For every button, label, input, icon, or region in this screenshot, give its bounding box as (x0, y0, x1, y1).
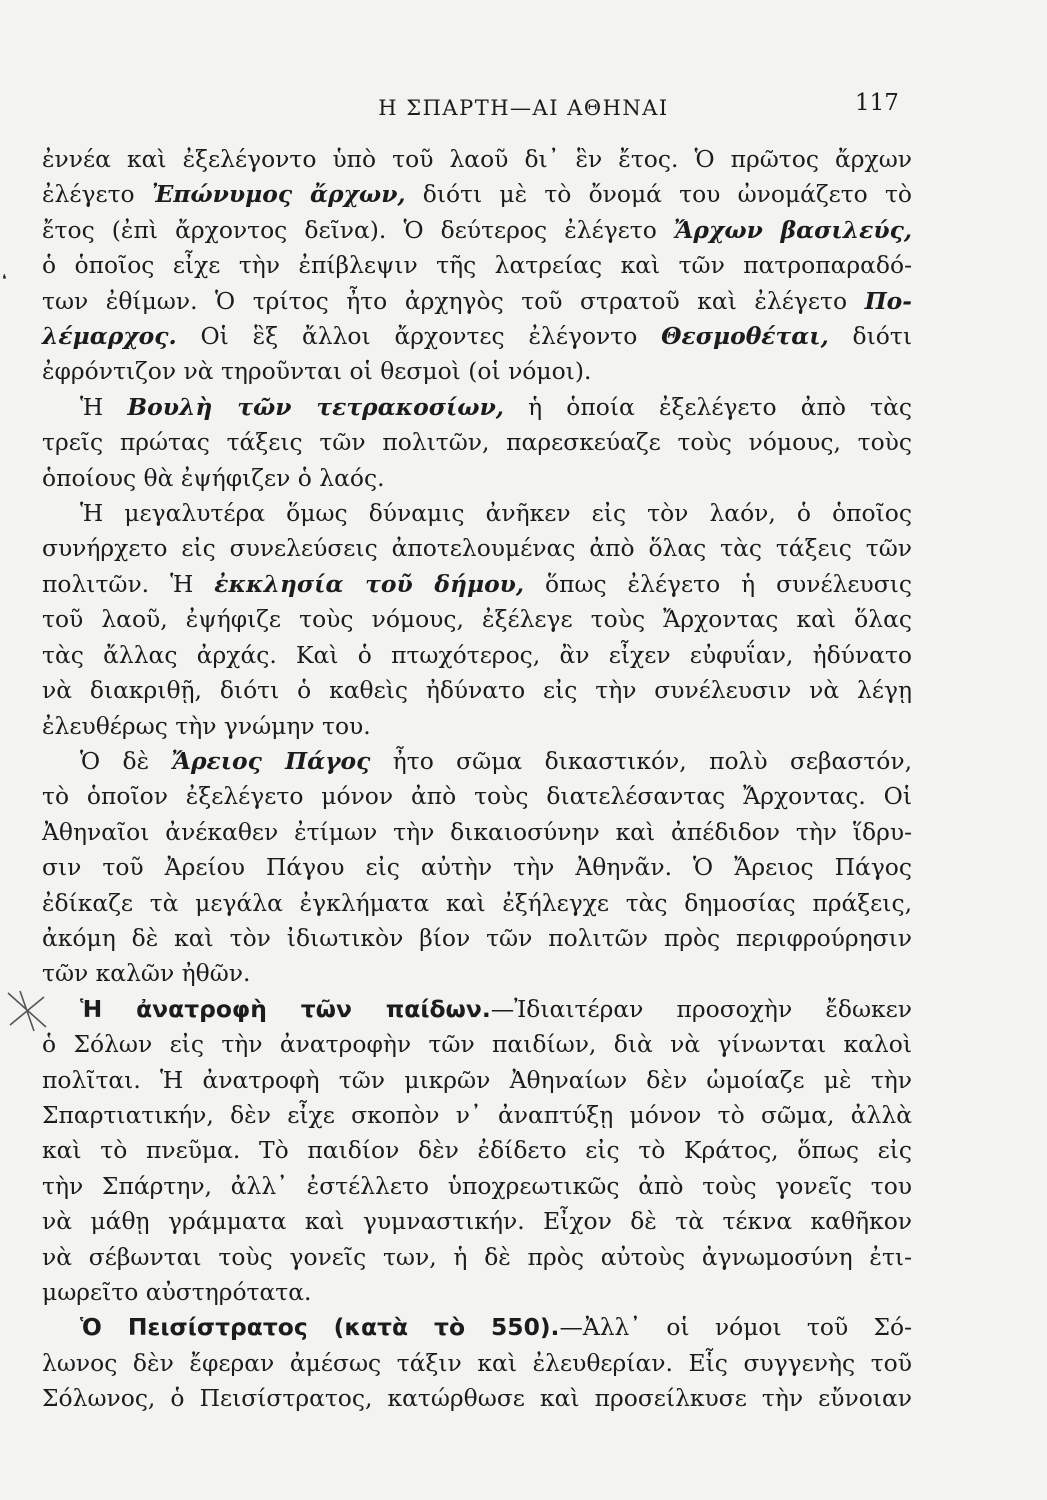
text-line (42, 425, 912, 460)
text-run: τοῦ λαοῦ, ἐψήφιζε τοὺς νόμους, ἐξέλεγε τοὺς Ἄρχοντας καὶ ὅλας (42, 605, 912, 634)
text-run: καὶ τὸ πνεῦμα. Τὸ παιδίον δὲν ἐδίδετο εἰς τὸ Κράτος, ὅπως εἰς (42, 1136, 912, 1165)
text-run: ὁποίους θὰ ἐψήφιζεν ὁ λαός. (42, 463, 385, 492)
emphasized-term: ἐκκλησία τοῦ δήμου, (214, 569, 525, 598)
text-line (42, 921, 912, 956)
text-line (42, 1098, 912, 1133)
text-line (42, 1240, 912, 1275)
margin-tick-mark: ❛ (2, 272, 7, 288)
text-line (42, 213, 912, 248)
text-line (42, 1310, 912, 1345)
text-run: νὰ διακριθῇ, διότι ὁ καθεὶς ἠδύνατο εἰς τὴν συνέλευσιν νὰ λέγῃ (42, 676, 912, 705)
text-line (42, 992, 912, 1027)
text-run: μωρεῖτο αὐστηρότατα. (42, 1278, 312, 1306)
text-run: ἐλέγετο (42, 180, 152, 209)
text-run: ἦτο σῶμα δικαστικόν, πολὺ σεβαστόν, (370, 746, 913, 775)
text-run: ἐννέα καὶ ἐξελέγοντο ὑπὸ τοῦ λαοῦ δι᾽ ἓν ἔτος. Ὁ πρῶτος ἄρχων (42, 145, 912, 173)
text-line (42, 673, 912, 708)
text-run: συνήρχετο εἰς συνελεύσεις ἀποτελουμένας ἀπὸ ὅλας τὰς τάξεις τῶν (42, 534, 912, 563)
emphasized-term: Ἄρειος Πάγος (171, 746, 371, 775)
text-run: τὸ ὁποῖον ἐξελέγετο μόνον ἀπὸ τοὺς διατελέσαντας Ἄρχοντας. Οἱ (42, 782, 912, 811)
text-line (42, 142, 912, 177)
text-run: πολιτῶν. Ἡ (42, 569, 215, 598)
emphasized-term: Ἡ ἀνατροφὴ τῶν παίδων. (80, 994, 491, 1023)
text-line (42, 1381, 912, 1416)
text-run: νὰ μάθῃ γράμματα καὶ γυμναστικήν. Εἶχον δὲ τὰ τέκνα καθῆκον (42, 1207, 912, 1236)
text-run: ὅπως ἐλέγετο ἡ συνέλευσις (524, 569, 912, 598)
text-run: Ἡ μεγαλυτέρα ὅμως δύναμις ἀνῆκεν εἰς τὸν λαόν, ὁ ὁποῖος (80, 499, 912, 528)
text-line (42, 1133, 912, 1168)
text-line (42, 354, 912, 389)
text-line (42, 390, 912, 425)
text-run: τῶν καλῶν ἠθῶν. (42, 959, 251, 988)
emphasized-term: Ὁ Πεισίστρατος (κατὰ τὸ 550). (80, 1313, 560, 1342)
text-run: ἡ ὁποία ἐξελέγετο ἀπὸ τὰς (503, 392, 912, 421)
text-run: Ὁ δὲ (80, 746, 172, 775)
text-line (42, 248, 912, 283)
text-line (42, 709, 912, 744)
page-number: 117 (855, 90, 899, 116)
text-run: λωνος δὲν ἔφεραν ἀμέσως τάξιν καὶ ἐλευθερίαν. Εἷς συγγενὴς τοῦ (42, 1348, 912, 1377)
text-run: Ἡ (80, 392, 128, 421)
text-run: τὴν Σπάρτην, ἀλλ᾽ ἐστέλλετο ὑποχρεωτικῶς ἀπὸ τοὺς γονεῖς του (42, 1171, 912, 1200)
emphasized-term: Πο- (864, 286, 912, 315)
text-line (42, 602, 912, 637)
text-run: των ἐθίμων. Ὁ τρίτος ἦτο ἀρχηγὸς τοῦ στρατοῦ καὶ ἐλέγετο (42, 286, 865, 315)
text-line (42, 531, 912, 566)
text-run: —Ἀλλ᾽ οἱ νόμοι τοῦ Σό- (559, 1313, 912, 1342)
text-run: ἐφρόντιζον νὰ τηροῦνται οἱ θεσμοὶ (οἱ νόμοι). (42, 357, 592, 386)
text-run: ἐδίκαζε τὰ μεγάλα ἐγκλήματα καὶ ἐξήλεγχε τὰς δημοσίας πράξεις, (42, 888, 912, 917)
text-run: πολῖται. Ἡ ἀνατροφὴ τῶν μικρῶν Ἀθηναίων δὲν ὡμοίαζε μὲ τὴν (42, 1065, 912, 1094)
text-run: Σόλωνος, ὁ Πεισίστρατος, κατώρθωσε καὶ προσείλκυσε τὴν εὔνοιαν (42, 1384, 912, 1413)
text-line (42, 177, 912, 212)
text-run: —Ἰδιαιτέραν προσοχὴν ἔδωκεν (490, 994, 912, 1023)
text-run: νὰ σέβωνται τοὺς γονεῖς των, ἡ δὲ πρὸς αὐτοὺς ἀγνωμοσύνη ἐτι- (42, 1242, 912, 1271)
emphasized-term: λέμαρχος. (42, 322, 177, 351)
text-run: Σπαρτιατικήν, δὲν εἶχε σκοπὸν ν᾽ ἀναπτύξῃ μόνον τὸ σῶμα, ἀλλὰ (42, 1100, 912, 1129)
emphasized-term: Ἄρχων βασιλεύς, (673, 215, 912, 244)
text-run: ἔτος (ἐπὶ ἄρχοντος δεῖνα). Ὁ δεύτερος ἐλέγετο (42, 215, 674, 244)
emphasized-term: Βουλὴ τῶν τετρακοσίων, (127, 392, 504, 421)
text-line (42, 496, 912, 531)
text-line (42, 1275, 912, 1310)
text-line (42, 1169, 912, 1204)
text-run: σιν τοῦ Ἀρείου Πάγου εἰς αὐτὴν τὴν Ἀθηνᾶν. Ὁ Ἄρειος Πάγος (42, 853, 912, 882)
text-line (42, 815, 912, 850)
running-head: Η ΣΠΑΡΤΗ—ΑΙ ΑΘΗΝΑΙ (378, 96, 669, 120)
text-run: τρεῖς πρώτας τάξεις τῶν πολιτῶν, παρεσκεύαζε τοὺς νόμους, τοὺς (42, 428, 912, 457)
text-run: τὰς ἄλλας ἀρχάς. Καὶ ὁ πτωχότερος, ἂν εἶχεν εὐφυΐαν, ἠδύνατο (42, 640, 912, 669)
text-run: Ἀθηναῖοι ἀνέκαθεν ἐτίμων τὴν δικαιοσύνην καὶ ἀπέδιδον τὴν ἵδρυ- (42, 817, 912, 846)
text-line (42, 886, 912, 921)
text-line (42, 1346, 912, 1381)
emphasized-term: Θεσμοθέται, (661, 322, 829, 351)
text-line (42, 461, 912, 496)
text-line (42, 567, 912, 602)
text-run: ἀκόμη δὲ καὶ τὸν ἰδιωτικὸν βίον τῶν πολιτῶν πρὸς περιφρούρησιν (42, 923, 912, 952)
text-line (42, 1204, 912, 1239)
text-run: ὁ ὁποῖος εἶχε τὴν ἐπίβλεψιν τῆς λατρείας καὶ τῶν πατροπαραδό- (42, 251, 912, 280)
emphasized-term: Ἐπώνυμος ἄρχων, (151, 180, 406, 209)
text-run: διότι μὲ τὸ ὄνομά του ὠνομάζετο τὸ (405, 180, 912, 209)
text-line (42, 956, 912, 991)
text-line (42, 284, 912, 319)
text-line (42, 744, 912, 779)
text-run: Οἱ ἓξ ἄλλοι ἄρχοντες ἐλέγοντο (176, 322, 662, 351)
text-run: διότι (828, 322, 912, 351)
text-line (42, 1063, 912, 1098)
text-line (42, 850, 912, 885)
text-line (42, 779, 912, 814)
text-run: ἐλευθέρως τὴν γνώμην του. (42, 711, 371, 740)
body-text (42, 142, 912, 1417)
text-line (42, 1027, 912, 1062)
text-line (42, 319, 912, 354)
text-run: ὁ Σόλων εἰς τὴν ἀνατροφὴν τῶν παιδίων, διὰ νὰ γίνωνται καλοὶ (42, 1030, 912, 1059)
text-line (42, 638, 912, 673)
